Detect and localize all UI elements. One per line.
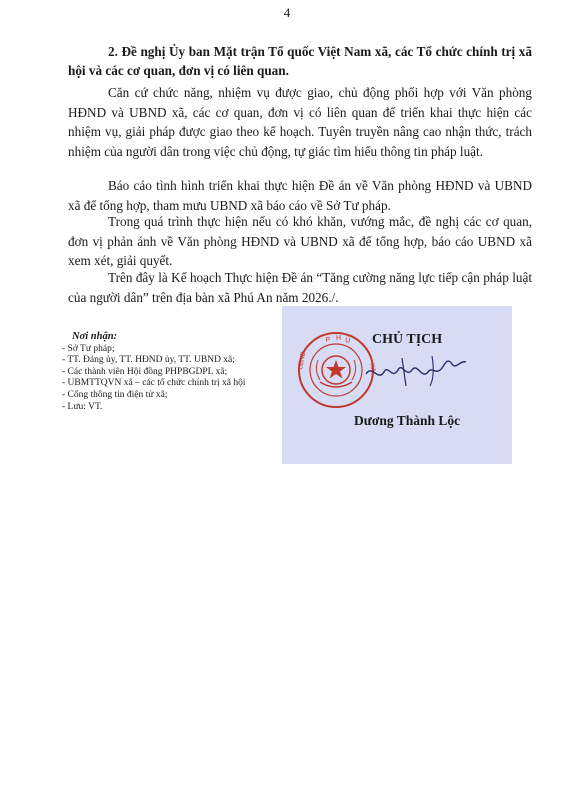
paragraph-1: Căn cứ chức năng, nhiệm vụ được giao, chủ động phối hợp với Văn phòng HĐND và UBND xã, các cơ quan, đơn vị có liên quan để triển khai thực hiện các nhiệm vụ, giải pháp được giao theo kế hoạch. Tuyên truyền nâng cao nhận thức, trách nhiệm của người dân trong việc chủ động, tự giác tìm hiểu thông tin pháp luật.: [68, 85, 532, 159]
recipient-item: - Sở Tư pháp;: [62, 343, 115, 354]
recipient-item: - Lưu: VT.: [62, 401, 103, 412]
paragraph-3: Trong quá trình thực hiện nếu có khó khăn, vướng mắc, đề nghị các cơ quan, đơn vị phản ánh về Văn phòng HĐND và UBND xã để tổng hợp, báo cáo UBND xã xem xét, giải quyết.: [68, 214, 532, 268]
svg-text:Ú: Ú: [344, 337, 351, 345]
recipient-item: - Cổng thông tin điện tử xã;: [62, 389, 168, 400]
recipients-block: [62, 331, 292, 413]
svg-text:H: H: [336, 335, 342, 342]
recipient-item: - TT. Đảng ủy, TT. HĐND ủy, TT. UBND xã;: [62, 355, 235, 366]
recipients-title: Nơi nhận:: [72, 331, 118, 342]
page-number: 4: [283, 5, 291, 20]
signer-name: Dương Thành Lộc: [354, 413, 461, 428]
paragraph-4: Trên đây là Kế hoạch Thực hiện Đề án “Tăng cường năng lực tiếp cận pháp luật của người dân” trên địa bàn xã Phú An năm 2026./.: [68, 270, 532, 305]
svg-text:P: P: [325, 336, 331, 344]
signature-icon: [362, 350, 472, 390]
paragraph-2: Báo cáo tình hình triển khai thực hiện Đề án về Văn phòng HĐND và UBND xã để tổng hợp, tham mưu UBND xã báo cáo về Sở Tư pháp.: [68, 178, 532, 213]
svg-text:XÃ: XÃ: [368, 363, 376, 373]
svg-text:UBND: UBND: [297, 350, 308, 371]
recipient-item: - Các thành viên Hội đồng PHPBGDPL xã;: [62, 366, 228, 377]
signature-block: [282, 306, 512, 464]
signer-position: CHỦ TỊCH: [372, 332, 443, 347]
recipients-list: [62, 344, 292, 414]
recipient-item: - UBMTTQVN xã – các tổ chức chính trị xã hội: [62, 378, 246, 389]
section-heading: 2. Đề nghị Ủy ban Mặt trận Tổ quốc Việt Nam xã, các Tổ chức chính trị xã hội và các cơ quan, đơn vị có liên quan.: [68, 44, 532, 78]
